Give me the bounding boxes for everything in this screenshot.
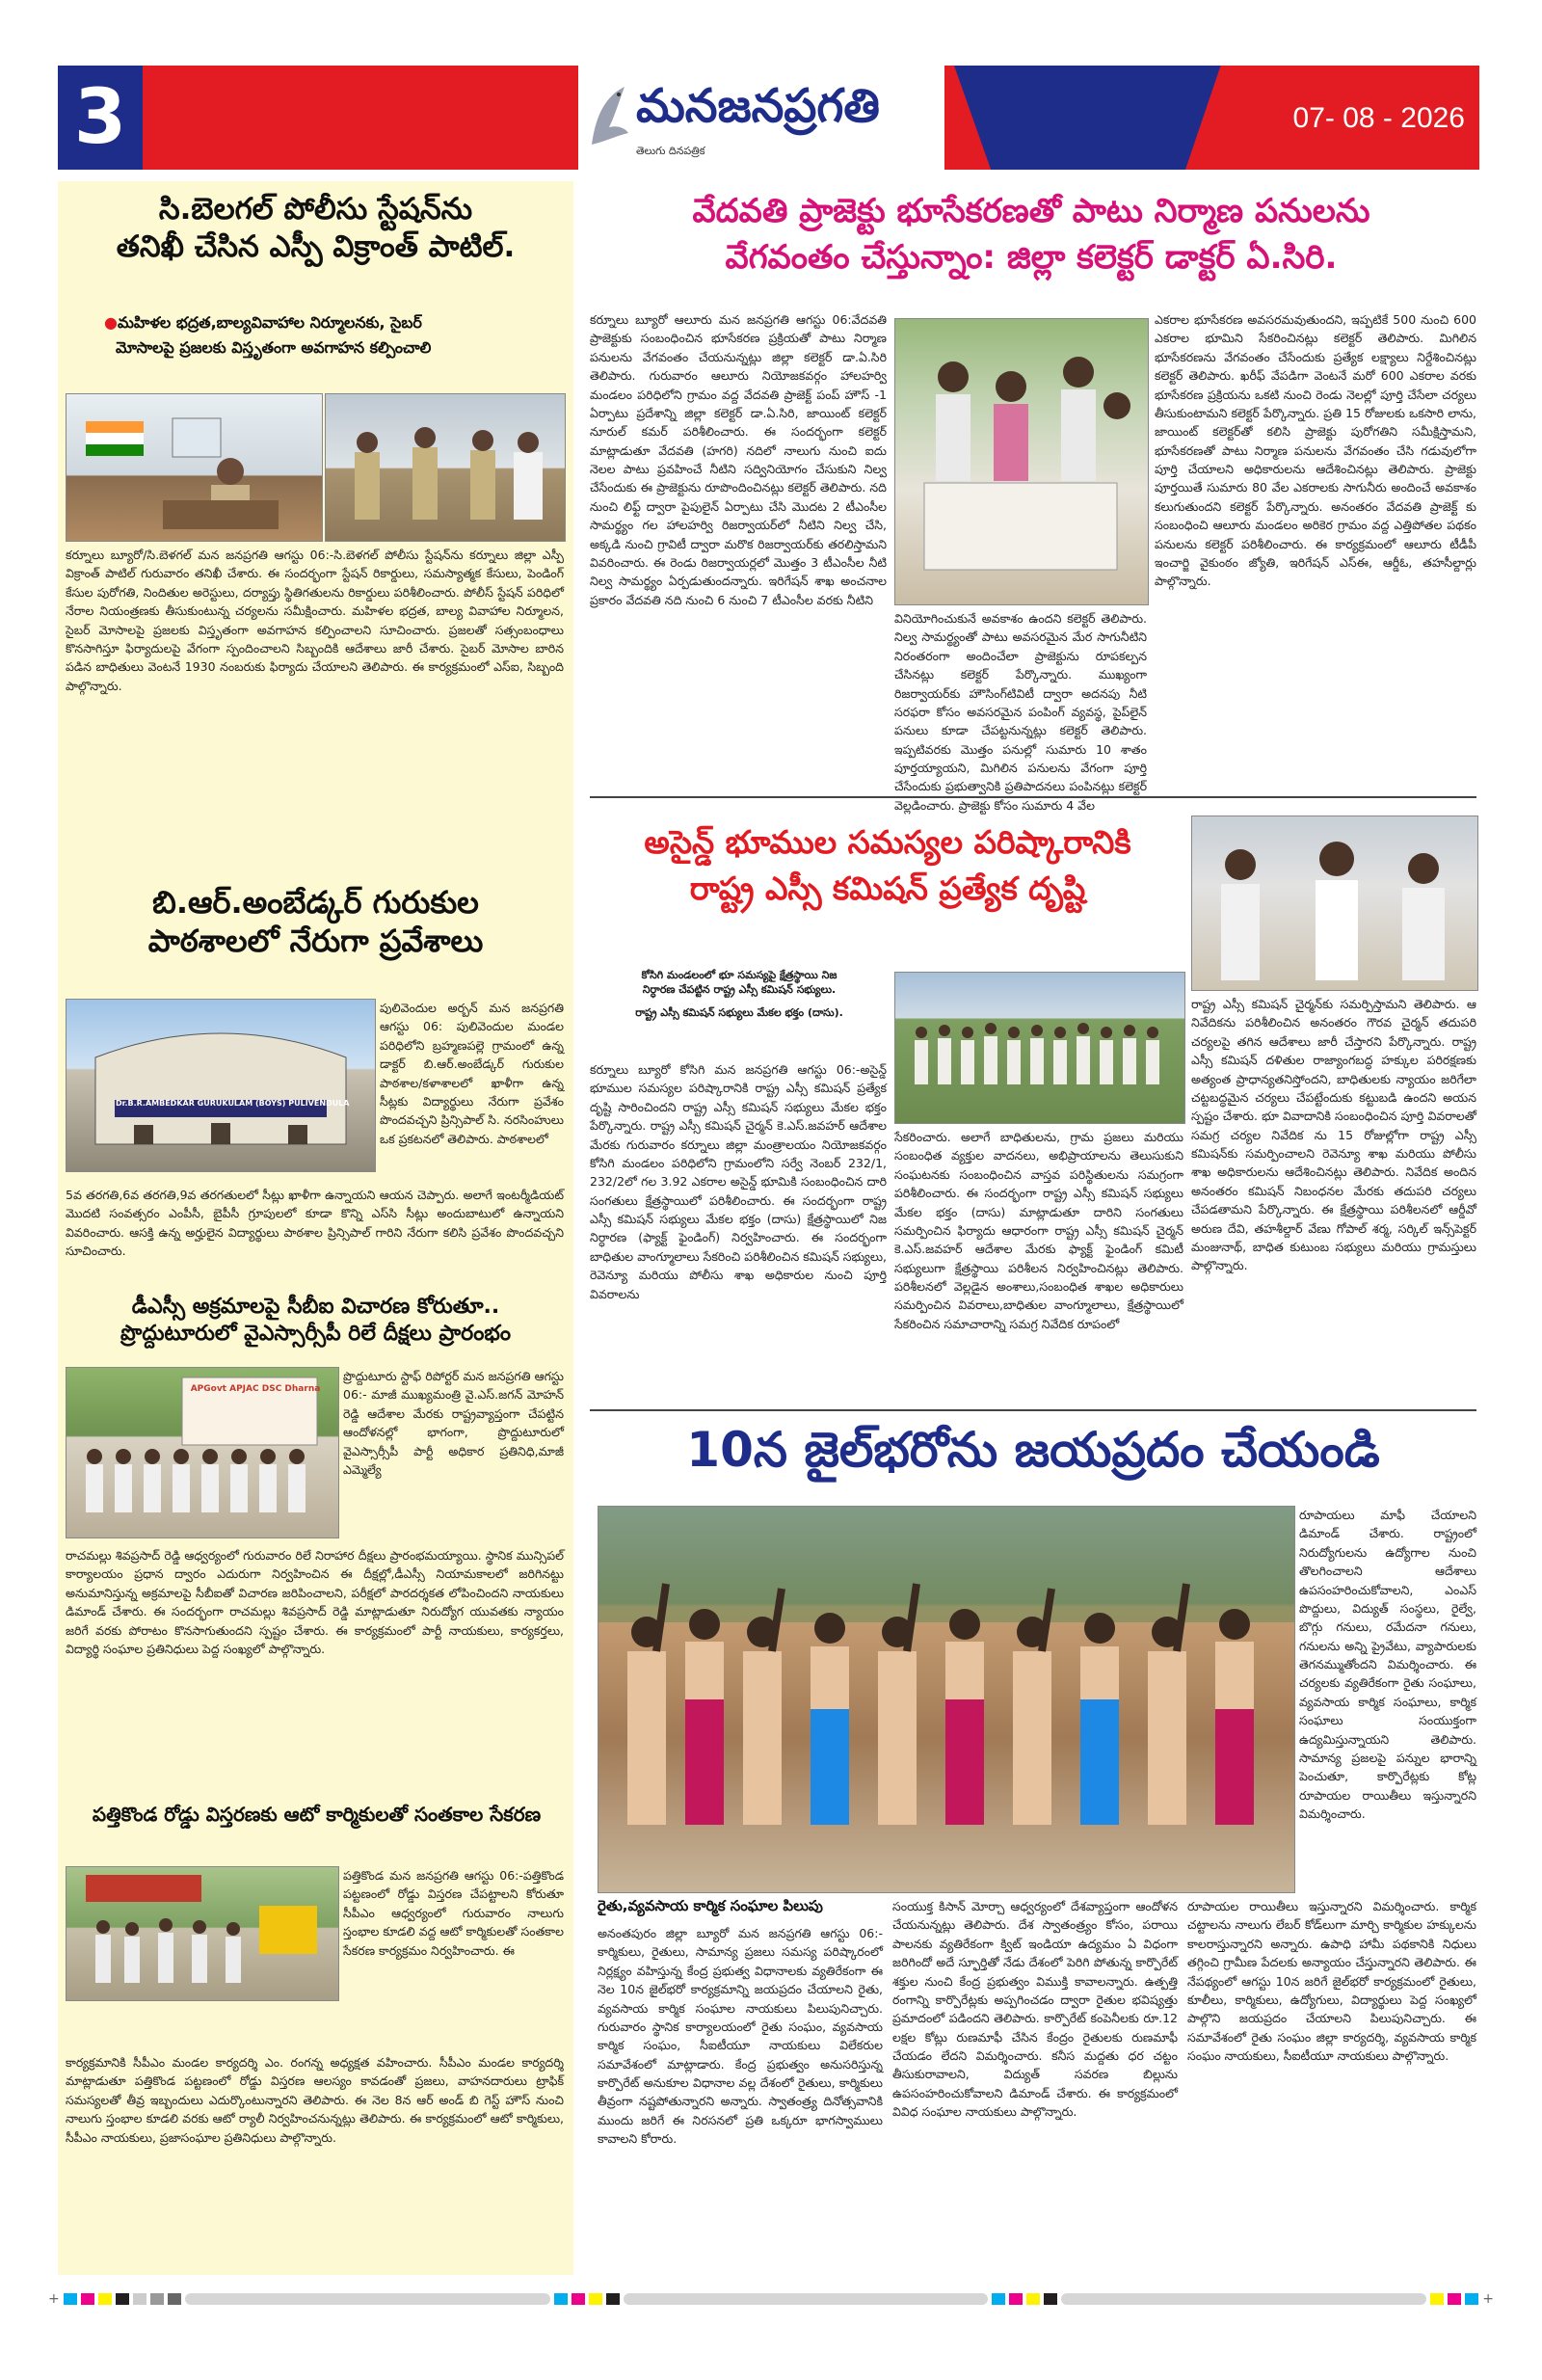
- article6-headline: [590, 819, 1185, 912]
- registration-mark-icon-right: +: [1482, 2291, 1494, 2307]
- article3-headline-line1: బి.ఆర్.అంబేడ్కర్ గురుకుల: [152, 884, 479, 921]
- article6-headline-line2: రాష్ట్ర ఎస్సీ కమిషన్ ప్రత్యేక దృష్టి: [689, 869, 1086, 907]
- rally-crowd-icon: [598, 1507, 1294, 1892]
- article1-subhead: [104, 310, 567, 360]
- article3-body-bottom: 5వ తరగతి,6వ తరగతి,9వ తరగతులలో సీట్లు ఖాళీగా ఉన్నాయని ఆయన చెప్పారు. అలాగే ఇంటర్మీడియట్ మొదటి సంవత్సరం ఎంపీసీ, బైపీసీ గ్రూపులలో కూడా కొన్ని ఎస్‌సి సీట్లు అందుబాటులో ఉన్నాయని వివరించారు. ఆసక్తి ఉన్న అర్హులైన విద్యార్థులు పాఠశాల ప్రిన్సిపాల్ గారిని నేరుగా కలిసి ప్రవేశం పొందవచ్చని సూచించారు.: [66, 1188, 564, 1259]
- section-divider: [590, 796, 1476, 798]
- office-scene-icon: [66, 394, 322, 541]
- article6-headline-line1: అసైన్డ్ భూముల సమస్యల పరిష్కారానికి: [644, 823, 1131, 861]
- article6-photo-field: [894, 972, 1185, 1124]
- article3-headline-line2: పాఠశాలలో నేరుగా ప్రవేశాలు: [147, 923, 484, 959]
- article6-caption: [590, 968, 889, 1020]
- article1-headline: [67, 191, 564, 266]
- print-registration-bar: [48, 2292, 1494, 2306]
- article6-body-col3: రాష్ట్ర ఎస్సీ కమిషన్ చైర్మన్‌కు సమర్పిస్తామని తెలిపారు. ఆ నివేదికను పరిశీలించిన అనంతరం గౌరవ చైర్మన్ తదుపరి చర్యలపై తగిన ఆదేశాలు జారీ చేస్తారని పేర్కొన్నారు. రాష్ట్ర ఎస్సీ కమిషన్ దళితుల రాజ్యాంగబద్ధ హక్కుల పరిరక్షణకు అత్యంత ప్రాధాన్యతనిస్తోందని, బాధితులకు న్యాయం జరిగేలా చట్టబద్ధమైన చర్యలు చేపట్టేందుకు కట్టుబడి ఉందని అయన స్పష్టం చేశారు. భూ వివాదానికి సంబంధించిన పూర్తి వివరాలతో సమగ్ర చర్యల నివేదిక ను 15 రోజుల్లోగా రాష్ట్ర ఎస్సీ కమిషన్‌కు సమర్పించాలని రెవెన్యూ శాఖ మరియు పోలీసు శాఖ అధికారులను ఆదేశించినట్లు తెలిపారు. నివేదిక అందిన అనంతరం కమిషన్ నిబంధనల మేరకు తదుపరి చర్యలు చేపడతామని పేర్కొన్నారు. ఈ క్షేత్రస్థాయి పరిశీలనలో ఆర్డీవో అరుణ దేవి, తహశీల్దార్ వేణు గోపాల్ శర్మ, సర్కిల్ ఇన్స్‌పెక్టర్ మంజునాథ్, బాధిత కుటుంబ సభ్యులు మరియు గ్రామస్తులు పాల్గొన్నారు.: [1191, 997, 1476, 1273]
- article6-body-col2: సేకరించారు. అలాగే బాధితులను, గ్రామ ప్రజలు మరియు సంబంధిత వ్యక్తుల వాదనలు, అభిప్రాయాలను తెలుసుకుని సంఘటనకు సంబంధించిన వాస్తవ పరిస్థితులను సమగ్రంగా పరిశీలించారు. ఈ సందర్భంగా రాష్ట్ర ఎస్సీ కమిషన్ సభ్యులు మేకల భక్తం (దాసు) మాట్లాడుతూ దారిని సంగతులు సమర్పించిన ఫిర్యాదు ఆధారంగా రాష్ట్ర ఎస్సీ కమిషన్ చైర్మన్ కె.ఎస్.జవహర్ ఆదేశాల మేరకు ఫ్యాక్ట్ ఫైండింగ్ కమిటీ సభ్యులుగా క్షేత్రస్థాయి పరిశీలన నిర్వహించినట్లు తెలిపారు. పరిశీలనలో వెల్లడైన అంశాలు,సంబంధిత శాఖల అధికారులు సమర్పించిన వివరాలు,బాధితుల వాంగ్మూలాలు, క్షేత్రస్థాయిలో సేకరించిన సమాచారాన్ని సమగ్ర నివేదిక రూపంలో: [894, 1130, 1183, 1331]
- school-building-icon: [66, 1000, 375, 1171]
- article6-body-col1: కర్నూలు బ్యూరో కోసిగి మన జనప్రగతి ఆగస్టు 06:-అసైన్డ్ భూముల సమస్యల పరిష్కారానికి రాష్ట్ర ఎస్సీ కమిషన్ ప్రత్యేక దృష్టి సారించిందని రాష్ట్ర ఎస్సీ కమిషన్ సభ్యులు మేకల భక్తం పేర్కొన్నారు. రాష్ట్ర ఎస్సీ కమిషన్ చైర్మన్ కె.ఎస్.జవహర్ ఆదేశాల మేరకు గురువారం కర్నూలు జిల్లా మంత్రాలయం నియోజకవర్గం కోసిగి మండలం పరిధిలోని గ్రామంలోని సర్వే నెంబర్ 232/1, 232/2లో గల 3.92 ఎకరాల అసైన్డ్ భూమికి సంబంధించిన దారి సంగతులు క్షేత్రస్థాయిలో పరిశీలించారు. ఈ సందర్భంగా రాష్ట్ర ఎస్సీ కమిషన్ సభ్యులు మేకల భక్తం (దాసు) క్షేత్రస్థాయిలో నిజ నిర్ధారణ (ఫ్యాక్ట్ ఫైండింగ్) నిర్వహించారు. ఈ సందర్భంగా బాధితుల వాంగ్మూలాలు సేకరించి పరిశీలించిన కమిషన్ సభ్యులు, రెవెన్యూ మరియు పోలీసు శాఖ అధికారుల నుంచి పూర్తి వివరాలను: [590, 1062, 887, 1301]
- article7-photo-rally: [598, 1506, 1295, 1893]
- signature-campaign-icon: [66, 1867, 338, 2000]
- commission-meeting-icon: [1192, 816, 1477, 990]
- article5-body-top: పత్తికొండ మన జనప్రగతి ఆగస్టు 06:-పత్తికొండ పట్టణంలో రోడ్డు విస్తరణ చేపట్టాలని కోరుతూ సీపీఎం ఆధ్వర్యంలో గురువారం నాలుగు స్తంభాల కూడలి వద్ద ఆటో కార్మికులతో సంతకాల సేకరణ కార్యక్రమం నిర్వహించారు. ఈ: [343, 1868, 564, 1958]
- article4-headline-line2: ప్రొద్దుటూరులో వైఎస్సార్సీపీ రిలే దీక్షలు ప్రారంభం: [120, 1321, 512, 1346]
- article7-body-col1: అనంతపురం జిల్లా బ్యూరో మన జనప్రగతి ఆగస్టు 06:-కార్మికులు, రైతులు, సామాన్య ప్రజలు సమస్య పరిష్కారంలో నిర్లక్ష్యం వహిస్తున్న కేంద్ర ప్రభుత్వ విధానాలకు వ్యతిరేకంగా ఈ నెల 10న జైల్‌భరో కార్యక్రమాన్ని జయప్రదం చేయాలని రైతు, వ్యవసాయ కార్మిక సంఘాల నాయకులు పిలుపునిచ్చారు. గురువారం స్థానిక కార్యాలయంలో రైతు సంఘం, వ్యవసాయ కార్మిక సంఘం, సీఐటీయూ నాయకులు విలేకరుల సమావేశంలో మాట్లాడారు. కేంద్ర ప్రభుత్వం అనుసరిస్తున్న కార్పొరేట్ అనుకూల విధానాల వల్ల దేశంలో రైతులు, కార్మికులు తీవ్రంగా నష్టపోతున్నారని అన్నారు. స్వాతంత్ర్య దినోత్సవానికి ముందు జరిగే ఈ నిరసనలో ప్రతి ఒక్కరూ భాగస్వాములు కావాలని కోరారు.: [598, 1926, 883, 2147]
- article2-photo-collector: [894, 318, 1149, 605]
- article1-headline-line1: సి.బెలగల్ పోలీసు స్టేషన్‌ను: [158, 192, 473, 227]
- article6-caption-line3: రాష్ట్ర ఎస్సీ కమిషన్ సభ్యులు మేకల భక్తం (దాసు).: [635, 1005, 843, 1019]
- article1-headline-line2: తనిఖీ చేసిన ఎస్పీ విక్రాంత్ పాటిల్.: [116, 228, 516, 264]
- bullet-icon: ●: [104, 313, 118, 332]
- article1-subhead-line2: మోసాలపై ప్రజలకు విస్తృతంగా అవగాహన కల్పించాలి: [116, 337, 432, 357]
- police-group-icon: [326, 394, 565, 541]
- article2-body-col2: వినియోగించుకునే అవకాశం ఉందని కలెక్టర్ తెలిపారు. నిల్వ సామర్థ్యంతో పాటు అవసరమైన మేర సాగునీటిని నిరంతరంగా అందించేలా ప్రాజెక్టును రూపకల్పన చేసినట్లు కలెక్టర్ పేర్కొన్నారు. ముఖ్యంగా రిజర్వాయర్‌కు హౌసింగ్‌టివిటీ ద్వారా అదనపు నీటి సరఫరా కోసం అవసరమైన పంపింగ్ వ్యవస్థ, పైప్‌లైన్ పనులు కూడా చేపట్టనున్నట్లు కలెక్టర్ తెలిపారు. ఇప్పటివరకు మొత్తం పనుల్లో సుమారు 10 శాతం పూర్తయ్యాయని, మిగిలిన పనులను వేగంగా పూర్తి చేసేందుకు ప్రభుత్వానికి ప్రతిపాదనలు పంపినట్లు కలెక్టర్ వెల్లడించారు. ప్రాజెక్టు కోసం సుమారు 4 వేల: [894, 611, 1147, 813]
- article1-body: కర్నూలు బ్యూరో/సి.బెళగల్ మన జనప్రగతి ఆగస్టు 06:-సి.బెళగల్ పోలీసు స్టేషన్‌ను కర్నూలు జిల్లా ఎస్పీ విక్రాంత్ పాటిల్ గురువారం తనిఖీ చేశారు. ఈ సందర్భంగా స్టేషన్ రికార్డులు, సమస్యాత్మక కేసులు, పెండింగ్ కేసుల పురోగతి, నిందితుల అరెస్టులు, దర్యాప్తు స్థితిగతులను రికార్డులు పరిశీలించారు. పోలీస్ స్టేషన్ పరిధిలో నేరాల నియంత్రణకు తీసుకుంటున్న చర్యలను సమీక్షించారు. మహిళల భద్రత, బాల్య వివాహాల నిర్మూలన, సైబర్ మోసాలపై ప్రజలకు విస్తృతంగా అవగాహన కల్పించాలని సూచించారు. ప్రజలతో సత్సంబంధాలు కొనసాగిస్తూ ఫిర్యాదులపై వేగంగా స్పందించాలని సిబ్బందికి ఆదేశాలు జారీ చేశారు. సైబర్ మోసాల బారిన పడిన బాధితులు వెంటనే 1930 నంబరుకు ఫిర్యాదు చేయాలని తెలిపారు. ఈ కార్యక్రమంలో ఎస్ఐ, సిబ్బంది పాల్గొన్నారు.: [66, 548, 564, 693]
- article3-photo-school: [66, 999, 376, 1172]
- article4-headline: [67, 1294, 564, 1347]
- page-number: 3: [58, 66, 143, 170]
- article4-body-top: ప్రొద్దుటూరు స్టాఫ్ రిపోర్టర్ మన జనప్రగతి ఆగస్టు 06:- మాజీ ముఖ్యమంత్రి వై.ఎస్.జగన్ మోహన్ రెడ్డి ఆదేశాల మేరకు రాష్ట్రవ్యాప్తంగా చేపట్టిన ఆందోళనల్లో భాగంగా, ప్రొద్దుటూరులో వైఎస్సార్సీపీ పార్టీ అధికార ప్రతినిధి,మాజీ ఎమ్మెల్యే: [343, 1369, 564, 1477]
- issue-date: 07- 08 - 2026: [1292, 102, 1465, 134]
- article7-headline: 10న జైల్‌భరోను జయప్రదం చేయండి: [686, 1422, 1380, 1478]
- article7-body-col2: సంయుక్త కిసాన్ మోర్చా ఆధ్వర్యంలో దేశవ్యాప్తంగా ఆందోళన చేయనున్నట్లు తెలిపారు. దేశ స్వాతంత్ర్యం కోసం, పరాయి పాలనకు వ్యతిరేకంగా క్విట్ ఇండియా ఉద్యమం ఏ విధంగా జరిగిందో అదే స్ఫూర్తితో నేడు దేశంలో పెరిగి పోతున్న కార్పొరేట్ శక్తుల నుంచి కేంద్ర ప్రభుత్వం విముక్తి కావాలన్నారు. ఉత్పత్తి రంగాన్ని కార్పొరేట్లకు అప్పగించడం ద్వారా రైతుల భవిష్యత్తు ప్రమాదంలో పడిందని తెలిపారు. కార్పొరేట్ కంపెనీలకు రూ.12 లక్షల కోట్లు రుణమాఫీ చేసిన కేంద్రం రైతులకు రుణమాఫీ చేయడం లేదని విమర్శించారు. కనీస మద్దతు ధర చట్టం తీసుకురావాలని, విద్యుత్ సవరణ బిల్లును ఉపసంహరించుకోవాలని డిమాండ్ చేశారు. ఈ కార్యక్రమంలో వివిధ సంఘాల నాయకులు పాల్గొన్నారు.: [892, 1899, 1178, 2120]
- article5-headline: పత్తికొండ రోడ్డు విస్తరణకు ఆటో కార్మికులతో సంతకాల సేకరణ: [92, 1803, 542, 1826]
- article2-headline-line2: వేగవంతం చేస్తున్నాం: జిల్లా కలెక్టర్ డాక్టర్ ఏ.సిరి.: [725, 237, 1338, 277]
- article7-body-col3: రూపాయల రాయితీలు ఇస్తున్నారని విమర్శించారు. కార్మిక చట్టాలను నాలుగు లేబర్ కోడ్‌లుగా మార్చి కార్మికుల హక్కులను కాలరాస్తున్నారని అన్నారు. ఉపాధి హామీ పథకానికి నిధులు తగ్గించి గ్రామీణ పేదలకు అన్యాయం చేస్తున్నారని తెలిపారు. ఈ నేపథ్యంలో ఆగస్టు 10న జరిగే జైల్‌భరో కార్యక్రమంలో రైతులు, కూలీలు, కార్మికులు, ఉద్యోగులు, విద్యార్థులు పెద్ద సంఖ్యలో పాల్గొని జయప్రదం చేయాలని పిలుపునిచ్చారు. ఈ సమావేశంలో రైతు సంఘం జిల్లా కార్యదర్శి, వ్యవసాయ కార్మిక సంఘం నాయకులు, సీఐటీయూ నాయకులు పాల్గొన్నారు.: [1187, 1899, 1476, 2063]
- article1-photo-office: [66, 393, 323, 542]
- article2-headline-line1: వేదవతి ప్రాజెక్టు భూసేకరణతో పాటు నిర్మాణ పనులను: [692, 192, 1370, 230]
- article6-photo-commission: [1191, 816, 1478, 991]
- article7-subhead: రైతు,వ్యవసాయ కార్మిక సంఘాల పిలుపు: [598, 1897, 823, 1914]
- villagers-group-icon: [895, 973, 1184, 1123]
- school-sign: Dr.B.R.AMBEDKAR GURUKULAM (BOYS) PULIVENDULA: [116, 1099, 350, 1108]
- article2-body-col3: ఎకరాల భూసేకరణ అవసరమవుతుందని, ఇప్పటికే 500 నుంచి 600 ఎకరాల భూమిని సేకరించినట్లు కలెక్టర్ తెలిపారు. మిగిలిన భూసేకరణను వేగవంతం చేసేందుకు ప్రత్యేక లక్ష్యాలు నిర్దేశించినట్లు కలెక్టర్ తెలిపారు. ఖరీఫ్ వేపడిగా వెంటనే మరో 600 ఎకరాల వరకు భూసేకరణ ప్రక్రియను ఒకటి నుంచి రెండు నెలల్లో పూర్తి చేసేలా చర్యలు తీసుకుంటామని కలెక్టర్ పేర్కొన్నారు. ప్రతి 15 రోజులకు ఒకసారి లాను, జాయింట్ కలెక్టర్‌తో కలిసి ప్రాజెక్టు పురోగతిని సమీక్షిస్తామని, భూసేకరణతో పాటు నిర్మాణ పనులను వేగవంతం చేసి గడువులోగా పూర్తి చేయాలని అధికారులను ఆదేశించినట్లు తెలిపారు. ప్రాజెక్టు పూర్తయితే సుమారు 80 వేల ఎకరాలకు సాగునీరు అందించే అవకాశం కలుగుతుందని కలెక్టర్ పేర్కొన్నారు. అనంతరం వేదవతి ప్రాజెక్ట్ కు సంబంధించి ఆలూరు మండలం అరికెర గ్రామం వద్ద ఎత్తిపోతల పథకం పనులను కలెక్టర్ పరిశీలించారు. ఈ కార్యక్రమంలో ఆలూరు టీడీపీ ఇంచార్జి వైకుంఠం జ్యోతి, ఇరిగేషన్ ఎస్ఈ, ఆర్డీఓ, తహసీల్దార్లు పాల్గొన్నారు.: [1155, 312, 1476, 589]
- article6-caption-line1: కోసిగి మండలంలో భూ సమస్యపై క్షేత్రస్థాయి నిజ: [641, 969, 837, 981]
- article3-body-top: పులివెందుల అర్బన్ మన జనప్రగతి ఆగస్టు 06: పులివెందుల మండల పరిధిలోని బ్రహ్మణపల్లె గ్రామంలో ఉన్న డాక్టర్ బి.ఆర్.అంబేడ్కర్ గురుకుల పాఠశాల/కళాశాలలో ఖాళీగా ఉన్న సీట్లకు విద్యార్థులు నేరుగా ప్రవేశం పొందవచ్చని ప్రిన్సిపాల్ సి. నరసింహులు ఒక ప్రకటనలో తెలిపారు. పాఠశాలలో: [380, 1001, 564, 1146]
- article1-photo-inspection: [325, 393, 566, 542]
- paper-tagline: తెలుగు దినపత్రిక: [636, 145, 705, 157]
- article2-body-col1: కర్నూలు బ్యూరో ఆలూరు మన జనప్రగతి ఆగస్టు 06:వేదవతి ప్రాజెక్టుకు సంబంధించిన భూసేకరణ ప్రక్రియతో పాటు నిర్మాణ పనులను వేగవంతం చేయనున్నట్లు జిల్లా కలెక్టర్ డా.ఏ.సిరి తెలిపారు. గురువారం ఆలూరు నియోజకవర్గం హాలహర్వి మండలం పరిధిలోని గ్రామం వద్ద వేదవతి ప్రాజెక్ట్ పంప్ హౌస్ -1 ఏర్పాటు ప్రదేశాన్ని జిల్లా కలెక్టర్ డా.ఏ.సిరి, జాయింట్ కలెక్టర్ నూరుల్ కమర్ పరిశీలించారు. ఈ సందర్భంగా కలెక్టర్ మాట్లాడుతూ వేదవతి (హగరి) నదిలో నాలుగు నుంచి ఐదు నెలల పాటు ప్రవహించే నీటిని సద్వినియోగం చేసుకుని నిల్వ చేసేందుకు ఈ ప్రాజెక్టును రూపొందించినట్లు కలెక్టర్ తెలిపారు. నది నుంచి లిఫ్ట్ ద్వారా పైపులైన్ ఏర్పాటు చేసి మొదట 2 టీఎంసీల సామర్థ్యం గల హాలహర్వి రిజర్వాయర్‌లో నీటిని నిల్వ చేసి, అక్కడి నుంచి గ్రావిటీ ద్వారా మరొక రిజర్వాయర్‌కు తరలిస్తామని వివరించారు. ఈ రెండు రిజర్వాయర్లలో మొత్తం 3 టీఎంసీల నీటి నిల్వ సామర్థ్యం ఏర్పడుతుందన్నారు. ఇరిగేషన్ శాఖ అంచనాల ప్రకారం వేదవతి నది నుంచి 6 నుంచి 7 టీఎంసీల వరకు నీటిని: [590, 312, 887, 607]
- paper-name: మనజనప్రగతి: [636, 79, 880, 133]
- article4-headline-line1: డీఎస్సీ అక్రమాలపై సీబీఐ విచారణ కోరుతూ..: [131, 1295, 500, 1319]
- article5-photo-signature: [66, 1866, 339, 2001]
- article2-headline: [588, 189, 1475, 281]
- article6-caption-line2: నిర్ధారణ చేపట్టిన రాష్ట్ర ఎస్సీ కమిషన్ సభ్యులు.: [642, 983, 837, 997]
- officials-map-icon: [895, 319, 1148, 604]
- article3-headline: [67, 883, 564, 960]
- registration-mark-icon: +: [48, 2291, 60, 2307]
- article4-body-bottom: రాచమల్లు శివప్రసాద్ రెడ్డి ఆధ్వర్యంలో గురువారం రిలే నిరాహార దీక్షలు ప్రారంభమయ్యాయి. స్థానిక మున్సిపల్ కార్యాలయం ప్రధాన ద్వారం ఎదురుగా నిర్వహించిన ఈ దీక్షల్లో,డీఎస్సీ నియామకాలలో జరిగినట్టు అనుమానిస్తున్న అక్రమాలపై సీబీఐతో విచారణ జరిపించాలని, పరీక్షలో పారదర్శకత లోపించిందని నాయకులు డిమాండ్ చేశారు. ఈ సందర్భంగా రాచమల్లు శివప్రసాద్ రెడ్డి మాట్లాడుతూ నిరుద్యోగ యువతకు న్యాయం జరిగే వరకు పోరాటం కొనసాగుతుందని స్పష్టం చేశారు. ఈ కార్యక్రమంలో పార్టీ నాయకులు, కార్యకర్తలు, విద్యార్థి సంఘాల ప్రతినిధులు పెద్ద సంఖ్యలో పాల్గొన్నారు.: [66, 1548, 564, 1656]
- article5-body-bottom: కార్యక్రమానికి సీపీఎం మండల కార్యదర్శి ఎం. రంగన్న అధ్యక్షత వహించారు. సీపీఎం మండల కార్యదర్శి మాట్లాడుతూ పత్తికొండ పట్టణంలో రోడ్డు విస్తరణ ఆలస్యం కావడంతో ప్రజలు, వాహనదారులు ట్రాఫిక్ సమస్యలతో తీవ్ర ఇబ్బందులు ఎదుర్కొంటున్నారని తెలిపారు. ఈ నెల 8న ఆర్ అండ్ బి గెస్ట్ హౌస్ నుంచి నాలుగు స్తంభాల కూడలి వరకు ఆటో ర్యాలీ నిర్వహించనున్నట్లు తెలిపారు. ఈ కార్యక్రమంలో ఆటో కార్మికులు, సీపీఎం నాయకులు, ప్రజాసంఘాల ప్రతినిధులు పాల్గొన్నారు.: [66, 2055, 564, 2145]
- protest-banner-text: APGovt APJAC DSC Dharna: [190, 1384, 321, 1394]
- article1-subhead-line1: మహిళల భద్రత,బాల్యవివాహాల నిర్మూలనకు, సైబర్: [117, 313, 422, 332]
- section-divider-2: [590, 1409, 1476, 1411]
- article7-body-side: రూపాయలు మాఫీ చేయాలని డిమాండ్ చేశారు. రాష్ట్రంలో నిరుద్యోగులను ఉద్యోగాల నుంచి తొలగించాలని ఆదేశాలు ఉపసంహరించుకోవాలని, ఎంఎస్ పొద్దులు, విద్యుత్ సంస్థలు, రైల్వే, బొగ్గు గనులు, రమేదనా గనులు, గనులను అన్ని ప్రైవేటు, వ్యాపారులకు తెగనమ్ముతోందని విమర్శించారు. ఈ చర్యలకు వ్యతిరేకంగా రైతు సంఘాలు, వ్యవసాయ కార్మిక సంఘాలు, కార్మిక సంఘాలు సంయుక్తంగా ఉద్యమిస్తున్నాయని తెలిపారు. సామాన్య ప్రజలపై పన్నుల భారాన్ని పెంచుతూ, కార్పొరేట్లకు కోట్ల రూపాయల రాయితీలు ఇస్తున్నారని విమర్శించారు.: [1299, 1508, 1476, 1821]
- dove-logo-icon: [586, 77, 632, 158]
